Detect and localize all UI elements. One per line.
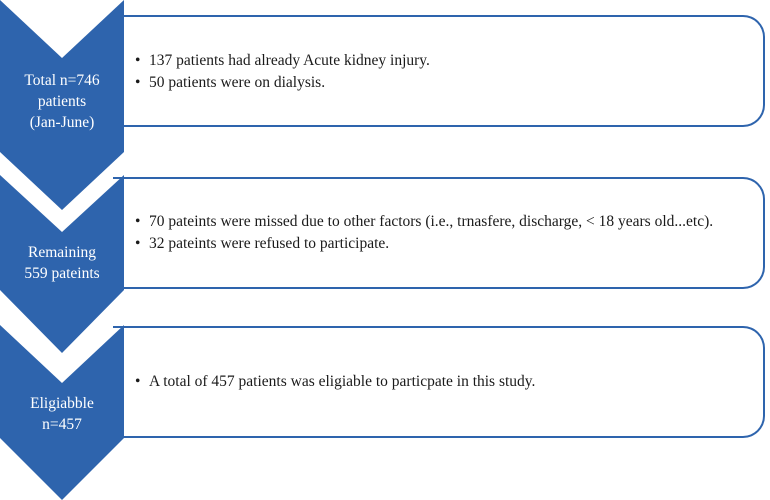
- step-2-label-line-2: 559 pateints: [24, 265, 100, 282]
- step-2-label: [0, 242, 124, 284]
- step-2-bullet-2: • 32 pateints were refused to participate.: [113, 233, 763, 255]
- step-1-bullet-2: • 50 patients were on dialysis.: [113, 72, 763, 94]
- step-3-label-line-1: Eligiabble: [30, 395, 94, 412]
- step-2-bullet-1: • 70 pateints were missed due to other factors (i.e., trnasfere, discharge, < 18 years old...etc).: [113, 211, 763, 233]
- step-1-label-line-2: patients: [37, 93, 87, 110]
- step-1-label: [0, 70, 124, 133]
- step-1-label-line-3: (Jan-June): [29, 114, 95, 131]
- step-2-label-line-1: Remaining: [27, 244, 97, 261]
- step-3-label: [0, 393, 124, 435]
- step-3-label-line-2: n=457: [42, 416, 82, 433]
- step-1-bullet-1: • 137 patients had already Acute kidney injury.: [113, 50, 763, 72]
- step-3-bullet-1: • A total of 457 patients was eligiable to particpate in this study.: [113, 371, 763, 393]
- step-1-label-line-1: Total n=746: [24, 72, 100, 89]
